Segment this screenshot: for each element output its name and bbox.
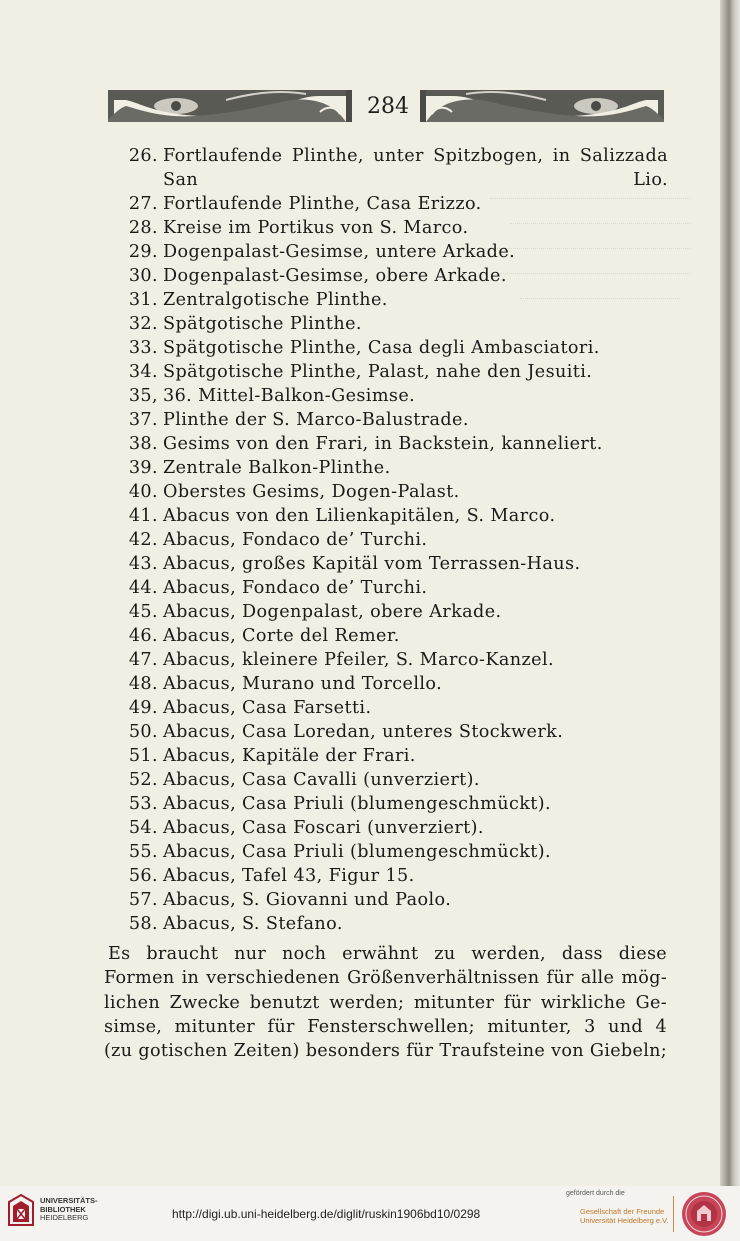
list-item-text: Spätgotische Plinthe. <box>163 314 362 334</box>
ornament-right-icon <box>416 82 666 126</box>
list-item <box>104 624 668 648</box>
list-item-number: 44. <box>128 578 158 598</box>
list-item-text: Oberstes Gesims, Dogen-Palast. <box>163 482 460 502</box>
list-item-number: 40. <box>128 482 158 502</box>
list-item-text: Abacus von den Lilienkapitälen, S. Marco. <box>163 506 556 526</box>
list-item <box>104 600 668 624</box>
sponsor-line-1: Gesellschaft der Freunde <box>580 1207 665 1216</box>
list-item <box>104 816 668 840</box>
list-item-number: 35, <box>128 386 158 406</box>
list-item-text: Fortlaufende Plinthe, Casa Erizzo. <box>163 194 482 214</box>
list-item-text: Abacus, Casa Priuli (blumengeschmückt). <box>163 842 552 862</box>
list-item <box>104 456 668 480</box>
list-item <box>104 288 668 312</box>
list-item-number: 53. <box>128 794 158 814</box>
figure-list <box>104 144 668 936</box>
list-item <box>104 720 668 744</box>
list-item-number: 42. <box>128 530 158 550</box>
list-item-text: Abacus, S. Stefano. <box>163 914 343 934</box>
sponsor-line-2: Universität Heidelberg e.V. <box>580 1216 669 1225</box>
list-item-text: Zentrale Balkon-Plinthe. <box>163 458 391 478</box>
list-item <box>104 840 668 864</box>
list-item-text: Dogenpalast-Gesimse, untere Arkade. <box>163 242 516 262</box>
uni-line-1: UNIVERSITÄTS- <box>40 1196 98 1205</box>
list-item <box>104 408 668 432</box>
list-item-text: Abacus, Casa Loredan, unteres Stockwerk. <box>163 722 564 742</box>
list-item-number: 41. <box>128 506 158 526</box>
list-item-text: Spätgotische Plinthe, Casa degli Ambasciatori. <box>163 338 600 358</box>
list-item-text: Abacus, Casa Cavalli (unverziert). <box>163 770 480 790</box>
page-header <box>106 78 666 134</box>
page-number: 284 <box>367 94 409 119</box>
list-item-number: 49. <box>128 698 158 718</box>
list-item-text: Abacus, Casa Foscari (unverziert). <box>163 818 484 838</box>
list-item-number: 31. <box>128 290 158 310</box>
list-item <box>104 552 668 576</box>
list-item-text: 36. Mittel-Balkon-Gesimse. <box>163 386 416 406</box>
paragraph-line: Formen in verschiedenen Größenverhältnissen für alle mög- <box>104 968 667 989</box>
sponsor-divider <box>673 1196 674 1232</box>
paragraph-line: lichen Zwecke benutzt werden; mitunter für wirkliche Ge- <box>104 992 667 1013</box>
ornament-left-icon <box>106 82 354 126</box>
list-item-number: 45. <box>128 602 158 622</box>
list-item <box>104 432 668 456</box>
list-item <box>104 672 668 696</box>
list-item-number: 46. <box>128 626 158 646</box>
university-library-name <box>40 1197 98 1223</box>
list-item-text: Abacus, Fondaco de’ Turchi. <box>163 578 428 598</box>
list-item <box>104 144 668 192</box>
list-item <box>104 360 668 384</box>
list-item <box>104 768 668 792</box>
list-item <box>104 192 668 216</box>
list-item-number: 48. <box>128 674 158 694</box>
list-item-text: Abacus, Casa Priuli (blumengeschmückt). <box>163 794 552 814</box>
paragraph-line: (zu gotischen Zeiten) besonders für Traufsteine von Giebeln; <box>104 1041 667 1062</box>
list-item-number: 34. <box>128 362 158 382</box>
list-item <box>104 576 668 600</box>
list-item-text: Plinthe der S. Marco-Balustrade. <box>163 410 469 430</box>
list-item-text: Abacus, Murano und Torcello. <box>163 674 443 694</box>
list-item-number: 38. <box>128 434 158 454</box>
sponsor-label: gefördert durch die <box>566 1190 625 1197</box>
list-item <box>104 264 668 288</box>
list-item-text: Kreise im Portikus von S. Marco. <box>163 218 469 238</box>
list-item-number: 28. <box>128 218 158 238</box>
list-item-text: Zentralgotische Plinthe. <box>163 290 388 310</box>
list-item <box>104 528 668 552</box>
list-item-number: 30. <box>128 266 158 286</box>
university-library-logo-icon <box>8 1194 34 1226</box>
university-seal-icon <box>681 1191 727 1237</box>
uni-line-2: BIBLIOTHEK <box>40 1204 86 1214</box>
body-paragraph <box>104 942 667 1063</box>
list-item-text: Abacus, Tafel 43, Figur 15. <box>163 866 415 886</box>
list-item-number: 32. <box>128 314 158 334</box>
list-item <box>104 312 668 336</box>
list-item-text: Spätgotische Plinthe, Palast, nahe den Jesuiti. <box>163 362 593 382</box>
page-edge-shadow <box>720 0 740 1186</box>
list-item-number: 33. <box>128 338 158 358</box>
list-item <box>104 648 668 672</box>
list-item-number: 43. <box>128 554 158 574</box>
list-item-number: 57. <box>128 890 158 910</box>
list-item-text: Abacus, S. Giovanni und Paolo. <box>163 890 452 910</box>
paragraph-line: simse, mitunter für Fensterschwellen; mitunter, 3 und 4 <box>104 1016 667 1037</box>
list-item-text: Abacus, Fondaco de’ Turchi. <box>163 530 428 550</box>
list-item-number: 26. <box>128 146 158 166</box>
list-item-text: Abacus, Casa Farsetti. <box>163 698 372 718</box>
permalink-url[interactable]: http://digi.ub.uni-heidelberg.de/diglit/ruskin1906bd10/0298 <box>172 1207 481 1221</box>
list-item <box>104 216 668 240</box>
list-item <box>104 384 668 408</box>
list-item <box>104 480 668 504</box>
list-item <box>104 792 668 816</box>
list-item-number: 27. <box>128 194 158 214</box>
list-item-number: 29. <box>128 242 158 262</box>
uni-line-3: HEIDELBERG <box>40 1213 89 1222</box>
list-item-number: 50. <box>128 722 158 742</box>
list-item-text: Abacus, Corte del Remer. <box>163 626 400 646</box>
list-item-text: Abacus, kleinere Pfeiler, S. Marco-Kanzel. <box>163 650 555 670</box>
list-item-text: Abacus, Dogenpalast, obere Arkade. <box>163 602 502 622</box>
list-item-text: Gesims von den Frari, in Backstein, kanneliert. <box>163 434 603 454</box>
digitization-footer <box>0 1186 740 1241</box>
list-item <box>104 696 668 720</box>
list-item-text: Dogenpalast-Gesimse, obere Arkade. <box>163 266 507 286</box>
list-item <box>104 504 668 528</box>
list-item <box>104 912 668 936</box>
list-item <box>104 240 668 264</box>
list-item-text: Abacus, Kapitäle der Frari. <box>163 746 416 766</box>
list-item-text: Abacus, großes Kapitäl vom Terrassen-Haus. <box>163 554 581 574</box>
list-item-number: 51. <box>128 746 158 766</box>
list-item <box>104 888 668 912</box>
list-item-number: 58. <box>128 914 158 934</box>
list-item-number: 55. <box>128 842 158 862</box>
paragraph-line: Es braucht nur noch erwähnt zu werden, dass diese <box>108 944 667 964</box>
list-item-number: 52. <box>128 770 158 790</box>
list-item-number: 37. <box>128 410 158 430</box>
list-item <box>104 336 668 360</box>
list-item <box>104 744 668 768</box>
list-item-number: 56. <box>128 866 158 886</box>
sponsor-name <box>580 1207 669 1225</box>
list-item-number: 54. <box>128 818 158 838</box>
list-item <box>104 864 668 888</box>
list-item-number: 47. <box>128 650 158 670</box>
list-item-text: Fortlaufende Plinthe, unter Spitzbogen, in Salizzada San Lio. <box>163 146 668 190</box>
list-item-number: 39. <box>128 458 158 478</box>
